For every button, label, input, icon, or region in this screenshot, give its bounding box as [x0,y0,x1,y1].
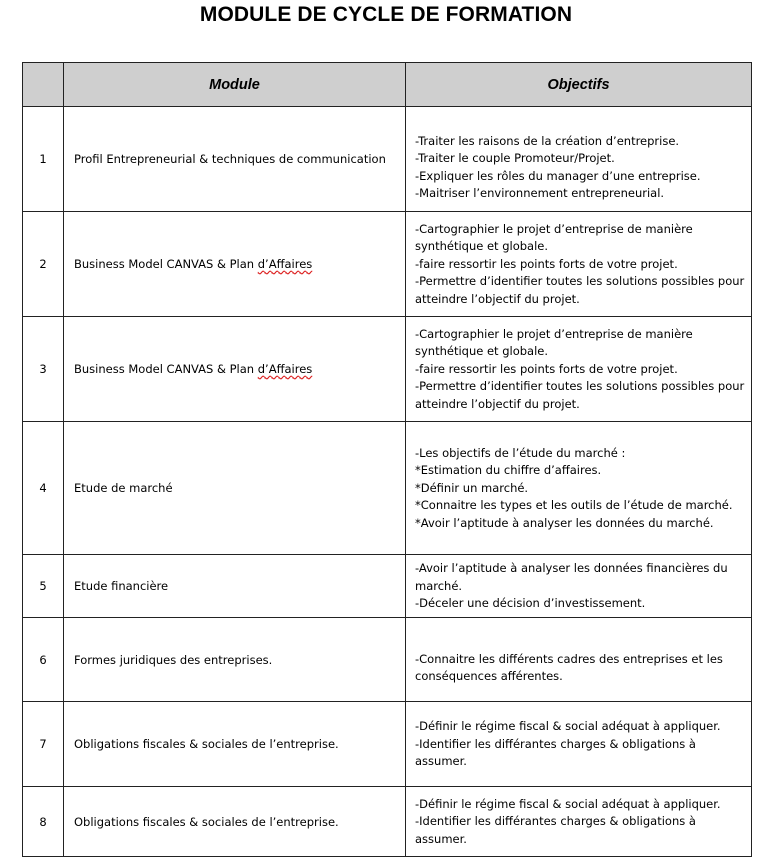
objectives-cell: -Définir le régime fiscal & social adéquat à appliquer. -Identifier les différantes charges & obligations à assumer. [406,787,752,857]
objectives-cell: -Cartographier le projet d’entreprise de manière synthétique et globale. -faire ressortir les points forts de votre projet. -Permettre d’identifier toutes les solutions possibles pour atteindre l’objectif du projet. [406,317,752,422]
table-row [23,212,752,317]
header-num [23,63,64,107]
module-name: Profil Entrepreneurial & techniques de communication [64,107,406,212]
table-row [23,422,752,555]
table-row [23,317,752,422]
row-number: 8 [23,787,64,857]
table-row [23,107,752,212]
objectives-cell: -Avoir l’aptitude à analyser les données financières du marché. -Déceler une décision d’investissement. [406,555,752,618]
module-name: Business Model CANVAS & Plan d’Affaires [64,212,406,317]
document-title: MODULE DE CYCLE DE FORMATION [199,3,573,26]
module-table [22,62,752,857]
objectives-cell: -Les objectifs de l’étude du marché : *Estimation du chiffre d’affaires. *Définir un marché. *Connaitre les types et les outils de l’étude de marché. *Avoir l’aptitude à analyser les données du marché. [406,422,752,555]
spellcheck-underlined-word: d’Affaires [257,257,313,271]
module-name: Obligations fiscales & sociales de l’entreprise. [64,787,406,857]
objectives-cell: -Cartographier le projet d’entreprise de manière synthétique et globale. -faire ressortir les points forts de votre projet. -Permettre d’identifier toutes les solutions possibles pour atteindre l’objectif du projet. [406,212,752,317]
row-number: 4 [23,422,64,555]
table-row [23,702,752,787]
row-number: 2 [23,212,64,317]
module-name: Etude de marché [64,422,406,555]
module-name: Formes juridiques des entreprises. [64,618,406,702]
spellcheck-underlined-word: d’Affaires [257,362,313,376]
row-number: 5 [23,555,64,618]
row-number: 1 [23,107,64,212]
header-objectifs: Objectifs [406,63,752,107]
table-row [23,787,752,857]
table-header-row [23,63,752,107]
row-number: 3 [23,317,64,422]
objectives-cell: -Définir le régime fiscal & social adéquat à appliquer. -Identifier les différantes charges & obligations à assumer. [406,702,752,787]
table-row [23,555,752,618]
header-module: Module [64,63,406,107]
row-number: 7 [23,702,64,787]
module-name: Etude financière [64,555,406,618]
row-number: 6 [23,618,64,702]
objectives-cell: -Traiter les raisons de la création d’entreprise. -Traiter le couple Promoteur/Projet. -Expliquer les rôles du manager d’une entreprise. -Maitriser l’environnement entrepreneurial. [406,107,752,212]
objectives-cell: -Connaitre les différents cadres des entreprises et les conséquences afférentes. [406,618,752,702]
table-row [23,618,752,702]
module-name: Business Model CANVAS & Plan d’Affaires [64,317,406,422]
module-name: Obligations fiscales & sociales de l’entreprise. [64,702,406,787]
